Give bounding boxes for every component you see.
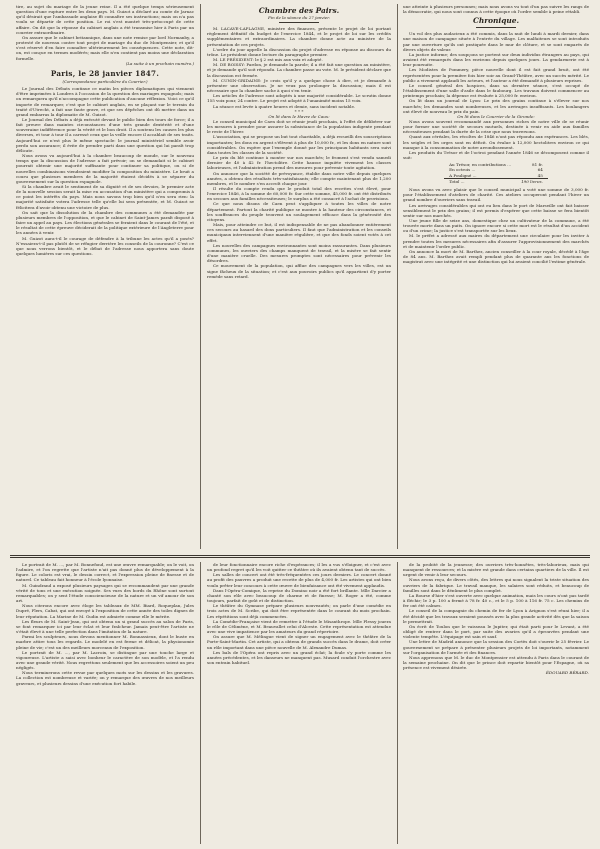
- table-cell-label: A Pouligné ...: [449, 172, 477, 178]
- feuilleton-paragraph: de la probité de la jeunesse; des ouvriers très-honnêtes, très-laborieux, mais qui manquent de ressources; et la misère est grande dans certains quartiers de la ville. Il est urgent de venir à leur secours.: [403, 562, 589, 578]
- table-cell-label: En octrois ...: [449, 167, 476, 173]
- article-paragraph: On sait que la dissolution de la chambre des communes a été demandée par plusieurs membres de l'opposition, et que le cabinet de Saint-James paraît disposé à faire un appel au pays. Les élections générales se feraient dans le courant de l'été, et le résultat de cette épreuve déciderait de la politique extérieure de l'Angleterre pour les années à venir.: [16, 209, 194, 236]
- heading-rule: [476, 27, 516, 28]
- article-paragraph: Le conseil municipal de Caen doit se réunir jeudi prochain, à l'effet de délibérer sur les mesures à prendre pour assurer la subsistance de la population indigente pendant le reste de l'hiver.: [207, 118, 391, 135]
- article-paragraph: M. LACAVE-LAPLAGNE, ministre des finances, présente le projet de loi portant règlement définitif du budget de l'exercice 1844, et le projet de loi sur les crédits supplémentaires et extraordinaires. La chambre donne acte au ministre de la présentation de ces projets.: [207, 26, 391, 47]
- column-right: [403, 4, 589, 549]
- feuilleton-paragraph: On assure que M. Mélingue vient de signer un engagement avec le théâtre de la Porte-Saint-Martin. Cet artiste, qui a obtenu de grands succès dans le drame, doit créer un rôle important dans une pièce nouvelle de M. Alexandre Dumas.: [207, 634, 391, 650]
- article-paragraph: tire, au sujet du mariage de la jeune reine. Il a été quelque temps sérieusement question d'une rupture entre les deux pays. M. Guizot a déclaré au comte de Jarnac qu'il désirait que l'ambassade anglaise fît connaître ses instructions; mais on n'a pas voulu se départir de cette position. Le roi s'est montré très-préoccupé de cette affaire. On dit que la réponse du cabinet anglais a été transmise hier à Paris par un courrier extraordinaire.: [16, 4, 194, 35]
- author-signature: ÉDOUARD BÉRARD.: [545, 670, 589, 676]
- table-cell-label: Au Trésor, en contributions ...: [449, 162, 512, 168]
- feuilleton-paragraph: On écrit de Toulon que le vaisseau le Jupiter, qui était parti pour le Levant, a été obligé de rentrer dans le port, par suite des avaries qu'il a éprouvées pendant une violente tempête. L'équipage est sain et sauf.: [403, 623, 589, 640]
- article-paragraph: Les produits du Trésor et de l'octroi pendant l'année 1846 se décomposent comme il suit:: [403, 149, 589, 161]
- feuilleton-paragraph: Les fleurs de M. Saint-Jean, qui ont obtenu un si grand succès au salon de Paris, se font remarquer ici par leur éclat et leur fraîcheur. Jamais peut-être l'artiste ne s'était élevé à une telle perfection dans l'imitation de la nature.: [16, 618, 194, 635]
- feuilleton-paragraph: Parmi les sculpteurs, nous devons mentionner M. Bonnassieux, dont le buste en marbre attire tous les regards. Le modelé en est ferme et délicat, la physionomie pleine de vie; c'est un des meilleurs morceaux de l'exposition.: [16, 634, 194, 650]
- table-cell-label: Total ...: [444, 178, 516, 184]
- article-paragraph: L'association, qui se propose un but tout charitable, a déjà recueilli des souscriptions importantes; les dons en argent s'élèvent à plus de 10,000 fr., et les dons en nature sont considérables. On espère que l'exemple donné par les principaux habitants sera suivi dans toutes les classes de la société.: [207, 134, 391, 155]
- section-heading-chambre-des-pairs: Chambre des Pairs.: [258, 6, 340, 15]
- article-paragraph: Ce mouvement de la population, qui afflue des campagnes vers les villes, est un signe fâcheux de la situation; et c'est aux pouvoirs publics qu'il appartient d'y porter remède sans retard.: [207, 263, 391, 279]
- column-divider: [397, 562, 398, 844]
- table-cell-value: 190 livres.: [516, 178, 548, 184]
- table-cell-value: 64: [537, 167, 543, 173]
- article-paragraph: M. le préfet a adressé aux maires du département une circulaire pour les inviter à prendre toutes les mesures nécessaires afin d'assurer l'approvisionnement des marchés et de maintenir l'ordre public.: [403, 233, 589, 249]
- feuilleton-column-middle: [207, 562, 391, 844]
- feuilleton-paragraph: Le portrait de M. ..., par M. Lacroix, se distingue par une touche large et vigoureuse. L'artiste a saisi avec bonheur le caractère de son modèle, et l'a rendu avec une grande vérité. Nous regrettons seulement que les accessoires soient un peu négligés.: [16, 649, 194, 671]
- article-paragraph: Nous avons vu aujourd'hui à la chambre beaucoup de monde, sur le nouveau temps que la discussion de l'adresse a fait prévoir; on se demandait si le cabinet pourrait obtenir une majorité suffisante pour continuer sa politique, ou si de nouvelles combinaisons viendraient modifier la composition du ministère. Le bruit a couru que plusieurs membres de la majorité étaient décidés à se séparer du gouvernement sur la question espagnole.: [16, 153, 194, 184]
- article-paragraph: Les articles de l'adresse sont adoptés à une majorité considérable. Le scrutin donne 155 voix pour, 24 contre. Le projet est adopté à l'unanimité moins 15 voix.: [207, 93, 391, 104]
- heading-rule: [279, 22, 319, 23]
- article-paragraph: Le Journal des Débats a déjà exécuté devant le public bien des tours de force; il a fait preuve dans maintes circonstances d'une très grande dextérité et d'une souveraine indifférence pour la vérité et le bon droit. Il a soutenu les causes les plus diverses, et tour à tour il a caressé ceux que la veille encore il accablait de ses traits. Aujourd'hui ce n'est plus le même spectacle: le journal ministériel semble avoir perdu son assurance; il évite de prendre parti dans une question qui lui paraît trop délicate.: [16, 116, 194, 153]
- feuilleton-rule: [10, 555, 590, 556]
- feuilleton-paragraph: Nous avons reçu, de divers côtés, des lettres qui nous signalent la triste situation des ouvriers de la fabrique. Le travail manque, les salaires sont réduits, et beaucoup de familles sont dans le dénûment le plus complet.: [403, 577, 589, 593]
- article-paragraph: Le conseil général des hospices, dans sa dernière séance, s'est occupé de l'établissement d'une salle d'asile dans le faubourg. Les travaux doivent commencer au printemps prochain; la dépense est évaluée à 25,000 fr. environ.: [403, 82, 589, 99]
- column-divider: [200, 562, 201, 844]
- dateline-heading: Paris, le 28 janvier 1847.: [50, 68, 160, 78]
- revenue-table: [444, 162, 548, 184]
- article-paragraph: Un vol des plus audacieux a été commis, dans la nuit de lundi à mardi dernier, dans une maison de campagne située à l'entrée du village. Les malfaiteurs se sont introduits par une ouverture qu'ils ont pratiquée dans le mur de clôture, et se sont emparés de divers objets de valeur.: [403, 31, 589, 52]
- article-paragraph: Les arrivages considérables qui ont eu lieu dans le port de Marseille ont fait baisser sensiblement le prix des grains; il est permis d'espérer que cette baisse se fera bientôt sentir sur nos marchés.: [403, 202, 589, 218]
- article-paragraph: La justice informe; des soupçons se portent sur deux individus étrangers au pays, qui avaient été remarqués dans les environs depuis quelques jours. La gendarmerie est à leur poursuite.: [403, 51, 589, 68]
- column-divider: [200, 4, 201, 549]
- table-cell-value: 81 fr.: [532, 162, 543, 168]
- article-paragraph: On annonce que la société de prévoyance, établie dans notre ville depuis quelques années, a obtenu des résultats très-satisfaisants; elle compte maintenant plus de 1,200 membres, et le nombre s'en accroît chaque jour.: [207, 170, 391, 186]
- feuilleton-column-left: [16, 562, 194, 844]
- article-intro: On lit dans le Havre de Caux:: [268, 113, 330, 119]
- article-paragraph: Le Journal des Débats continue ce matin les pièces diplomatiques qui viennent d'être imprimées à Londres à l'occasion de la question des mariages espagnols; mais on remarquera qu'il n'accompagne cette publication d'aucune réflexion. Voici ce qu'il importe de remarquer, c'est que le cabinet anglais, en se plaçant sur le terrain du traité d'Utrecht, a fait une faute grave, et que ses dépêches ont dû mettre dans un grand embarras la diplomatie de M. Guizot.: [16, 86, 194, 117]
- section-subheading: Fin de la séance du 27 janvier.: [268, 15, 330, 20]
- article-paragraph: M. CUNIN-GRIDAINE: Je crois qu'il y a quelque chose à dire, et je demande à présenter une observation. Je ne veux pas prolonger la discussion; mais il est nécessaire que la chambre sache à quoi s'en tenir.: [207, 77, 391, 94]
- article-intro: On lit dans le Courrier de la Gironde:: [457, 113, 535, 119]
- feuilleton-paragraph: Dans l'Opéra-Comique, la reprise du Domino noir a été fort brillante. Mlle Darcier a chanté son rôle avec beaucoup de charme et de finesse; M. Roger a été, comme toujours, parfait de goût et de distinction.: [207, 587, 391, 604]
- article-paragraph: M. DE BOISSY: Pardon, je demande la parole; il a été fait une question au ministère, et je demande qu'il soit répondu. La chambre passe au vote. M. le président déclare que la discussion est fermée.: [207, 62, 391, 78]
- article-paragraph: On annonce la mort de M. Barthez, ancien conseiller à la cour royale, décédé à l'âge de 84 ans. M. Barthez avait rempli pendant plus de quarante ans les fonctions de magistrat avec une intégrité et une distinction qui lui avaient concilié l'estime générale.: [403, 248, 589, 265]
- feuilleton-paragraph: Nous citerons encore avec éloge les tableaux de MM. Biard, Roqueplan, Jules Dupré, Flers, Cabat, qui ont envoyé à l'exposition de cette année des toiles dignes de leur réputation. La Marine de M. Gudin est admirée comme elle le mérite.: [16, 603, 194, 619]
- article-paragraph: L'ordre du jour appelle la discussion du projet d'adresse en réponse au discours du trône. Le président donne lecture du paragraphe premier.: [207, 46, 391, 57]
- feuilleton-paragraph: Les salles de concert ont été très-fréquentées ces jours derniers. Le concert donné au profit des pauvres a produit une recette de plus de 4,000 fr. Les artistes qui ont bien voulu prêter leur concours à cette œuvre de bienfaisance ont été vivement applaudis.: [207, 572, 391, 588]
- feuilleton-paragraph: Nous terminerons cette revue par quelques mots sur les dessins et les gravures. La collection est nombreuse et variée; on y remarque des œuvres de nos meilleurs graveurs, et plusieurs dessins d'une exécution fort habile.: [16, 670, 194, 686]
- article-paragraph: Le prix du blé continue à monter sur nos marchés; le froment s'est vendu samedi dernier de 40 à 42 fr. l'hectolitre. Cette hausse inquiète vivement les classes laborieuses, et l'administration prend des mesures pour prévenir toute agitation.: [207, 155, 391, 171]
- section-separator: * * *: [294, 108, 304, 114]
- article-paragraph: Quant aux céréales, les récoltes de 1846 n'ont pas répondu aux espérances. Les blés, les seigles et les orges sont en déficit. On évalue à 12,000 hectolitres environ ce qui manque à la consommation de notre arrondissement.: [403, 134, 589, 150]
- feuilleton-rule: [10, 557, 590, 558]
- feuilleton-paragraph: Le théâtre du Gymnase prépare plusieurs nouveautés; on parle d'une comédie en trois actes de M. Scribe, qui doit être représentée dans le courant du mois prochain. Les répétitions sont déjà commencées.: [207, 603, 391, 619]
- feuilleton-paragraph: La Comédie-Française vient de remettre à l'étude le Misanthrope. Mlle Plessy jouera le rôle de Célimène, et M. Beauvallet celui d'Alceste. Cette représentation est attendue avec une vive impatience par les amateurs du grand répertoire.: [207, 618, 391, 635]
- feuilleton-paragraph: Le conseil de la compagnie du chemin de fer de Lyon à Avignon s'est réuni hier; il a été décidé que les travaux seraient poussés avec la plus grande activité dès que la saison le permettrait.: [403, 608, 589, 624]
- article-paragraph: Si la chambre avait le sentiment de sa dignité et de ses devoirs, le premier acte de la nouvelle session serait la mise en accusation d'un ministère qui a compromis à ce point les intérêts du pays. Mais nous savons trop bien qu'il n'en sera rien: la majorité satisfaite votera l'adresse telle qu'elle lui sera présentée, et M. Guizot se félicitera d'avoir obtenu une victoire de plus.: [16, 184, 194, 210]
- article-paragraph: Les Modistes de Pommery, pièce nouvelle dont il est fait grand bruit, ont été représentées pour la première fois hier soir au Grand-Théâtre, avec un succès mérité. Le public a vivement applaudi les acteurs, et l'auteur a été demandé à plusieurs reprises.: [403, 67, 589, 83]
- article-paragraph: M. Guizot aura-t-il le courage de défendre à la tribune les actes qu'il a posés? N'essaiera-t-il pas plutôt de se réfugier derrière les conseils de la couronne? C'est ce que nous verrons bientôt, et le débat de l'adresse nous apportera sans doute quelques lumières sur ces questions.: [16, 235, 194, 257]
- article-paragraph: Ce que nous disons de Caen peut s'appliquer à toutes les villes de notre département. Partout la charité publique se montre à la hauteur des circonstances, et les souffrances du peuple trouvent un soulagement efficace dans la générosité des citoyens.: [207, 201, 391, 222]
- table-total-row: [444, 178, 548, 184]
- dateline-subtitle: (Correspondance particulière du Courrier.): [62, 78, 148, 84]
- article-paragraph: La séance est levée à quatre heures et demie, sans incident notable.: [213, 103, 356, 109]
- feuilleton-paragraph: Une lettre de Madrid annonce que la session des Cortès doit s'ouvrir le 25 février. Le gouvernement se prépare à présenter plusieurs projets de loi importants, notamment sur l'organisation de l'armée et des finances.: [403, 639, 589, 655]
- article-paragraph: On lit dans un journal de Lyon: Le prix des grains continue à s'élever sur nos marchés; les demandes sont nombreuses, et les arrivages insuffisants. Les boulangers ont élevé de nouveau le prix du pain.: [403, 98, 589, 114]
- section-heading-chronique: Chronique.: [472, 16, 520, 26]
- article-paragraph: Mais, pour atteindre ce but, il est indispensable de ne pas abandonner entièrement ces secours au hasard des dons particuliers. Il faut que l'administration et les conseils municipaux interviennent d'une manière régulière, et que des fonds soient votés à cet effet.: [207, 222, 391, 243]
- article-paragraph: On assure que le cabinet britannique, dans une note remise par lord Normanby, a protesté de nouveau contre tout projet de mariage du duc de Montpensier, et qu'il s'est réservé d'en faire connaître ultérieurement les conséquences. Cette note, dit-on, est conçue en termes modérés; mais elle n'en contient pas moins une déclaration formelle.: [16, 34, 194, 61]
- article-paragraph: Nous avons vu avec plaisir que le conseil municipal a voté une somme de 3,000 fr. pour l'établissement d'ateliers de charité. Ces ateliers occuperont pendant l'hiver un grand nombre d'ouvriers sans travail.: [403, 187, 589, 203]
- table-cell-value: 45: [537, 172, 543, 178]
- article-paragraph: Il résulte du compte rendu que le produit total des recettes s'est élevé, pour l'exercice 1846, à la somme de 60,000 fr. Sur cette somme, 45,000 fr. ont été distribués en secours aux familles nécessiteuses; le surplus a été consacré à l'achat de provisions.: [207, 186, 391, 202]
- column-divider: [397, 4, 398, 549]
- article-paragraph: Une jeune fille de seize ans, domestique chez un cultivateur de la commune, a été trouvée morte dans un puits. On ignore encore si cette mort est le résultat d'un accident ou d'un crime; la justice s'est transportée sur les lieux.: [403, 217, 589, 234]
- column-left: [16, 4, 194, 549]
- article-paragraph: Nous avons souvent recommandé aux personnes riches de notre ville de se réunir pour former une société de secours mutuels, destinée à venir en aide aux familles nécessiteuses pendant la durée de la crise que nous traversons.: [403, 118, 589, 135]
- feuilleton-paragraph: Le portrait de M. ..., par M. Bonnefond, est une œuvre remarquable; on le voit, on l'admire, et l'on regrette que l'artiste n'ait pas donné plus de développement à la figure. Le coloris est vrai, le dessin correct, et l'expression pleine de finesse et de naturel. Ce tableau fait honneur à l'école lyonnaise.: [16, 562, 194, 583]
- article-paragraph: M. LE PRÉSIDENT: le § 2 est mis aux voix et adopté.: [213, 57, 323, 63]
- feuilleton-paragraph: La Bourse d'hier s'est ouverte avec quelque animation, mais les cours n'ont pas tardé à fléchir; le 3 p. 100 a fermé à 78 fr. 40 c., et le 5 p. 100 à 116 fr. 75 c. Les chemins de fer ont été calmes.: [403, 592, 589, 609]
- article-paragraph: une atteinte à plusieurs personnes; mais nous avons vu tout d'un pas suivre les rangs de la démocratie, qui nous sont connus à cette époque où l'ordre semble à peine rétabli.: [403, 4, 589, 15]
- feuilleton-paragraph: Les bals de l'Opéra ont repris avec un grand éclat; la foule s'y porte comme les années précédentes, et les danseurs ne manquent pas. Musard conduit l'orchestre avec son entrain habituel.: [207, 649, 391, 665]
- feuilleton-paragraph: de leur fonctionnaire encore riche d'espérances; il les a vus s'éloigner, et c'est avec un profond regret qu'il les voit quitter ce théâtre où ils avaient obtenu tant de succès.: [207, 562, 391, 573]
- feuilleton-column-right: [403, 562, 589, 844]
- column-middle: [207, 4, 391, 549]
- feuilleton-paragraph: M. Guindrand a exposé plusieurs paysages qui se recommandent par une grande vérité de tons et une exécution soignée. Ses vues des bords du Rhône sont surtout remarquables; on y sent l'étude consciencieuse de la nature et un vif amour de son art.: [16, 582, 194, 604]
- article-paragraph: Les nouvelles des campagnes environnantes sont moins rassurantes. Dans plusieurs communes, les ouvriers des champs manquent de travail, et la misère se fait sentir d'une manière cruelle. Des mesures promptes sont nécessaires pour prévenir les désordres.: [207, 242, 391, 264]
- continued-note: (La suite à un prochain numéro.): [125, 60, 194, 66]
- feuilleton-paragraph: Nous apprenons que M. le duc de Montpensier est attendu à Paris dans le courant de la semaine prochaine. On dit que le prince doit repartir bientôt pour l'Espagne, où sa présence est vivement désirée.: [403, 654, 589, 671]
